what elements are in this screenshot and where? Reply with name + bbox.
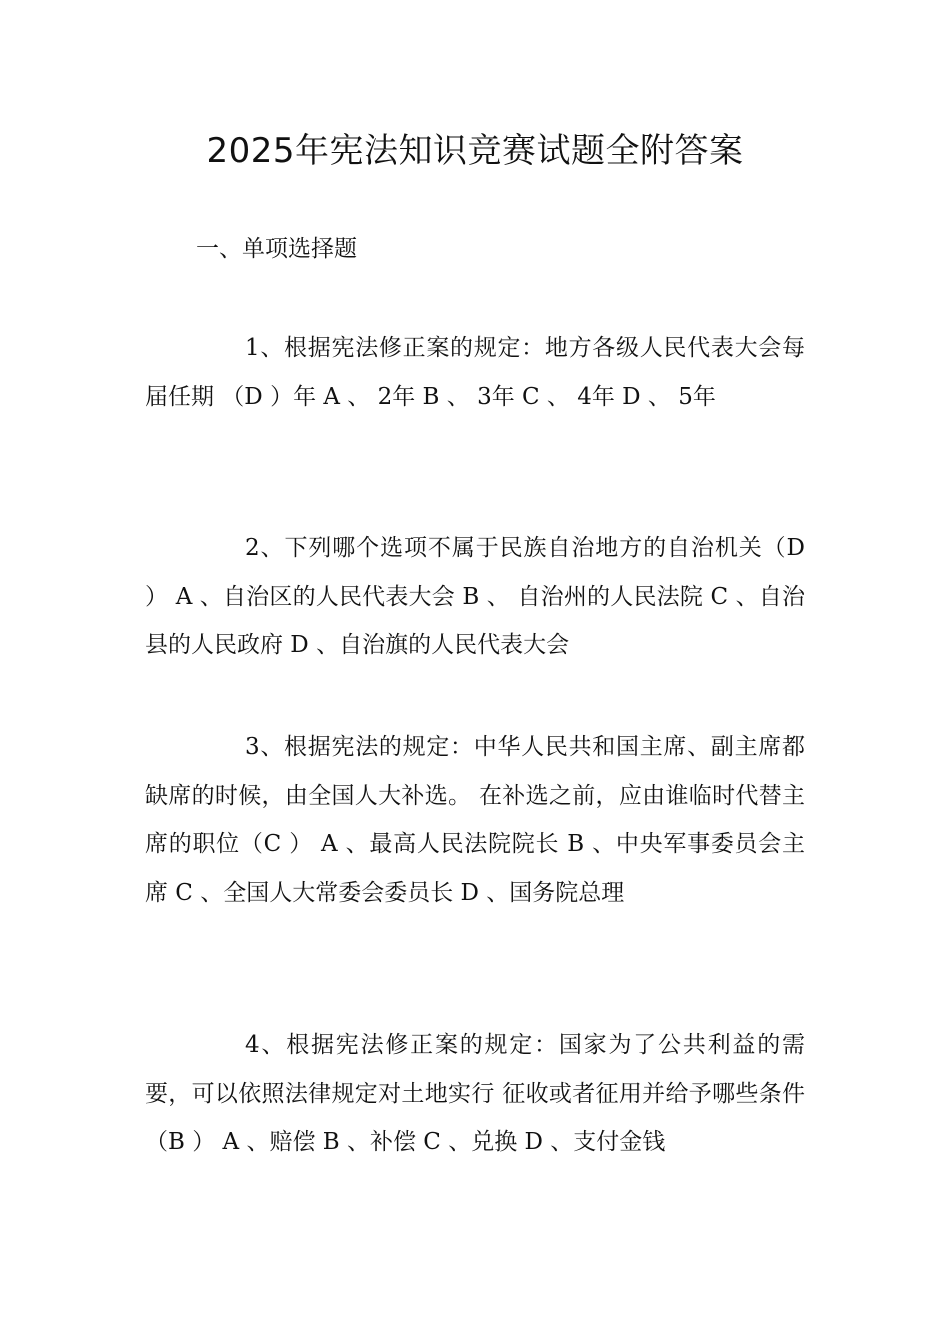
question-2: 2、下列哪个选项不属于民族自治地方的自治机关（D ） A 、自治区的人民代表大会 B 、 自治州的人民法院 C 、自治县的人民政府 D 、自治旗的人民代表大会: [145, 535, 805, 658]
page-title: 2025年宪法知识竞赛试题全附答案: [206, 131, 744, 171]
question-1: 1、根据宪法修正案的规定：地方各级人民代表大会每届任期 （D ）年 A 、 2年 B 、 3年 C 、 4年 D 、 5年: [145, 335, 805, 410]
section-heading: 一、单项选择题: [196, 236, 357, 262]
question-3: 3、根据宪法的规定：中华人民共和国主席、副主席都缺席的时候，由全国人大补选。 在补选之前，应由谁临时代替主席的职位（C ） A 、最高人民法院院长 B 、中央军事委员会主 席 C 、全国人大常委会委员长 D 、国务院总理: [145, 734, 805, 906]
question-4: 4、根据宪法修正案的规定：国家为了公共利益的需要，可以依照法律规定对土地实行 征收或者征用并给予哪些条件（B ） A 、赔偿 B 、补偿 C 、兑换 D 、支付金钱: [145, 1032, 805, 1155]
